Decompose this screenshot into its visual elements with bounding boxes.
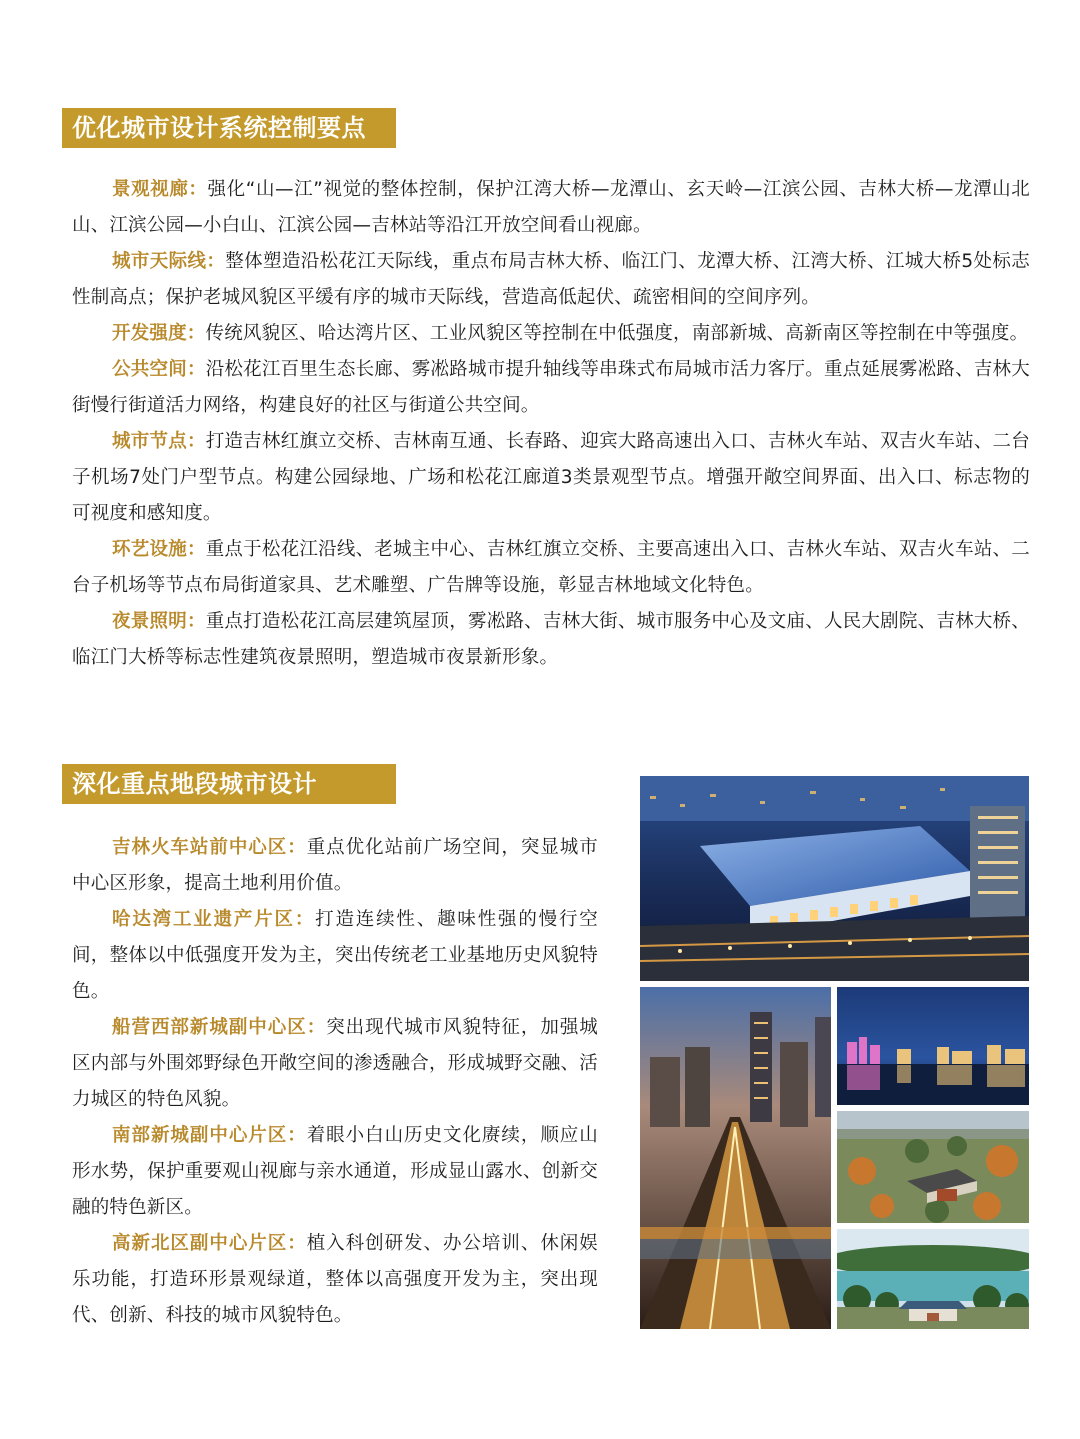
paragraph-hadawan-industrial	[72, 902, 598, 1010]
paragraph-text: 重点打造松花江高层建筑屋顶，雾凇路、吉林大街、城市服务中心及文庙、人民大剧院、吉林大桥、临江门大桥等标志性建筑夜景照明，塑造城市夜景新形象。	[72, 611, 1030, 668]
paragraph-text: 着眼小白山历史文化赓续，顺应山形水势，保护重要观山视廊与亲水通道，形成显山露水、创新交融的特色新区。	[72, 1125, 598, 1218]
keyword-label: 环艺设施：	[112, 539, 206, 560]
paragraph-environmental-art	[72, 532, 1030, 604]
paragraph-text: 突出现代城市风貌特征，加强城区内部与外围郊野绿色开敞空间的渗透融合，形成城野交融、活力城区的特色风貌。	[72, 1017, 599, 1110]
paragraph-city-nodes	[72, 424, 1030, 532]
paragraph-text: 打造连续性、趣味性强的慢行空间，整体以中低强度开发为主，突出传统老工业基地历史风貌特色。	[72, 909, 598, 1002]
keyword-label: 公共空间：	[112, 359, 206, 380]
keyword-label: 船营西部新城副中心区：	[112, 1017, 327, 1038]
keyword-label: 高新北区副中心片区：	[112, 1233, 307, 1254]
photo-riverside-skyline	[837, 987, 1029, 1105]
paragraph-night-lighting	[72, 604, 1030, 676]
photo-lake-park	[837, 1229, 1029, 1329]
paragraph-text: 强化“山—江”视觉的整体控制，保护江湾大桥—龙潭山、玄天岭—江滨公园、吉林大桥—龙潭山北山、江滨公园—小白山、江滨公园—吉林站等沿江开放空间看山视廊。	[72, 179, 1030, 236]
paragraph-public-space	[72, 352, 1030, 424]
paragraph-text: 重点优化站前广场空间，突显城市中心区形象，提高土地利用价值。	[72, 837, 598, 894]
paragraph-station-center	[72, 830, 598, 902]
paragraph-text: 重点于松花江沿线、老城主中心、吉林红旗立交桥、主要高速出入口、吉林火车站、双吉火车站、二台子机场等节点布局街道家具、艺术雕塑、广告牌等设施，彰显吉林地域文化特色。	[72, 539, 1030, 596]
paragraph-chuanying-west	[72, 1010, 598, 1118]
section-heading-system-control: 优化城市设计系统控制要点	[62, 108, 396, 148]
system-control-section	[72, 172, 1030, 676]
paragraph-development-intensity	[72, 316, 1030, 352]
keyword-label: 吉林火车站前中心区：	[112, 837, 307, 858]
paragraph-text: 整体塑造沿松花江天际线，重点布局吉林大桥、临江门、龙潭大桥、江湾大桥、江城大桥5处标志性制高点；保护老城风貌区平缓有序的城市天际线，营造高低起伏、疏密相间的空间序列。	[72, 251, 1031, 308]
keyword-label: 城市天际线：	[112, 251, 226, 272]
keyword-label: 开发强度：	[112, 323, 206, 344]
section-heading-key-areas: 深化重点地段城市设计	[62, 764, 396, 804]
paragraph-text: 沿松花江百里生态长廊、雾凇路城市提升轴线等串珠式布局城市活力客厅。重点延展雾凇路、吉林大街慢行街道活力网络，构建良好的社区与街道公共空间。	[72, 359, 1030, 416]
paragraph-landscape-corridor	[72, 172, 1030, 244]
paragraph-skyline	[72, 244, 1030, 316]
keyword-label: 夜景照明：	[112, 611, 206, 632]
keyword-label: 南部新城副中心片区：	[112, 1125, 307, 1146]
keyword-label: 哈达湾工业遗产片区：	[112, 909, 316, 930]
photo-temple-aerial	[837, 1111, 1029, 1223]
paragraph-hightech-north	[72, 1226, 598, 1334]
paragraph-text: 植入科创研发、办公培训、休闲娱乐功能，打造环形景观绿道，整体以高强度开发为主，突出现代、创新、科技的城市风貌特色。	[72, 1233, 598, 1326]
keyword-label: 景观视廊：	[112, 179, 208, 200]
paragraph-south-new-city	[72, 1118, 598, 1226]
photo-railway-station-night	[640, 776, 1029, 981]
key-areas-section	[72, 830, 598, 1334]
paragraph-text: 打造吉林红旗立交桥、吉林南互通、长春路、迎宾大路高速出入口、吉林火车站、双吉火车站、二台子机场7处门户型节点。构建公园绿地、广场和松花江廊道3类景观型节点。增强开敞空间界面、出入口、标志物的可视度和感知度。	[72, 431, 1030, 524]
paragraph-text: 传统风貌区、哈达湾片区、工业风貌区等控制在中低强度，南部新城、高新南区等控制在中等强度。	[205, 323, 1029, 344]
keyword-label: 城市节点：	[112, 431, 206, 452]
photo-avenue-bridge-night	[640, 987, 831, 1329]
